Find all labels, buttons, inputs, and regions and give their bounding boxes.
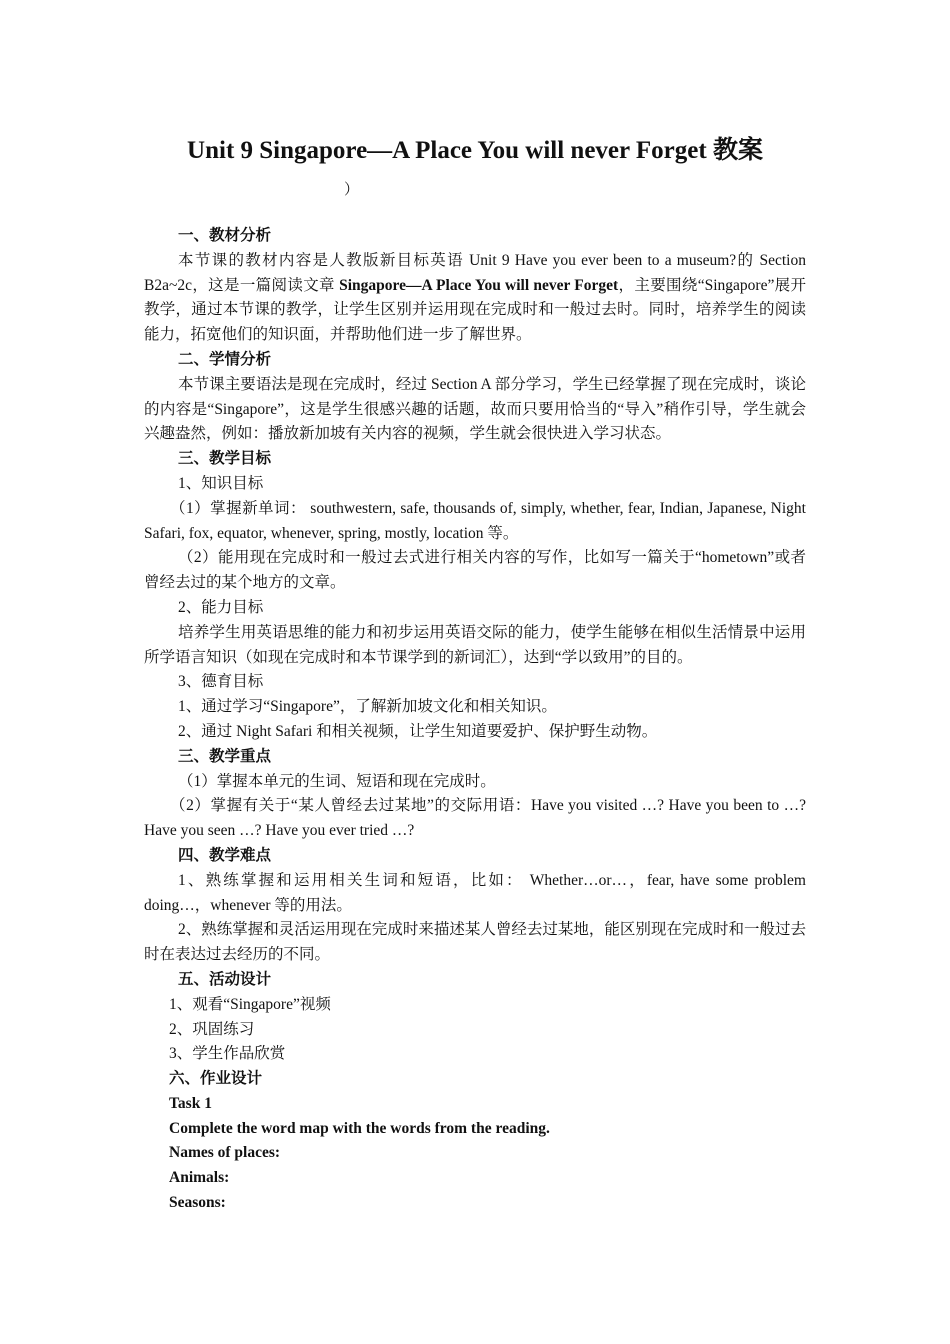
task-label: Task 1 (169, 1094, 212, 1112)
document-body (144, 224, 806, 1216)
moral-goal-title: 3、德育目标 (178, 673, 264, 691)
knowledge-goal-title: 1、知识目标 (178, 474, 264, 492)
title-parenthesis: ） (344, 182, 360, 198)
paragraph-text: 本节课的教材内容是人教版新目标英语 Unit 9 Have you ever been to a museum?的 Section B2a~2c，这是一篇阅读文章 (144, 251, 806, 294)
difficulty-2: 2、熟练掌握和灵活运用现在完成时来描述某人曾经去过某地，能区别现在完成时和一般过去时在表达过去经历的不同。 (144, 921, 806, 964)
activity-item: 3、学生作品欣赏 (169, 1045, 286, 1063)
activity-item: 2、巩固练习 (169, 1020, 255, 1038)
task-instruction: Complete the word map with the words from the reading. (169, 1119, 550, 1137)
section-heading-key-points: 三、教学重点 (178, 747, 272, 765)
student-analysis-paragraph: 本节课主要语法是现在完成时，经过 Section A 部分学习，学生已经掌握了现在完成时，谈论的内容是“Singapore”，这是学生很感兴趣的话题，故而只要用恰当的“导入”稍作引导，学生就会兴趣盎然，例如：播放新加坡有关内容的视频，学生就会很快进入学习状态。 (144, 375, 806, 443)
paragraph-text: ，主要围绕“Singapore”展开教学，通过本节课的教学，让学生区别并运用现在完成时和一般过去时。同时，培养学生的阅读能力，拓宽他们的知识面，并帮助他们进一步了解世界。 (144, 276, 807, 344)
ability-goal-paragraph: 培养学生用英语思维的能力和初步运用英语交际的能力，使学生能够在相似生活情景中运用所学语言知识（如现在完成时和本节课学到的新词汇），达到“学以致用”的目的。 (144, 623, 806, 666)
section-heading-student-analysis: 二、学情分析 (178, 350, 272, 368)
difficulty-1: 1、熟练掌握和运用相关生词和短语，比如： Whether…or…，fear, have some problem doing…，whenever 等的用法。 (144, 871, 806, 914)
word-map-field-animals: Animals: (169, 1169, 230, 1187)
knowledge-goal-1: （1）掌握新单词： southwestern, safe, thousands of, simply, whether, fear, Indian, Japanese, Night Safari, fox, equator, whenever, spring, mostly, location 等。 (144, 499, 806, 542)
moral-goal-1: 1、通过学习“Singapore”，了解新加坡文化和相关知识。 (178, 698, 557, 716)
textbook-analysis-paragraph (144, 249, 806, 348)
activity-item: 1、观看“Singapore”视频 (169, 995, 331, 1013)
key-point-1: （1）掌握本单元的生词、短语和现在完成时。 (178, 772, 496, 790)
section-heading-activities: 五、活动设计 (178, 970, 272, 988)
key-point-2: （2）掌握有关于“某人曾经去过某地”的交际用语：Have you visited …? Have you been to …? Have you seen …? Have you ever tried …? (144, 797, 806, 840)
section-heading-difficulties: 四、教学难点 (178, 846, 272, 864)
section-heading-teaching-goals: 三、教学目标 (178, 450, 272, 468)
document-title: Unit 9 Singapore—A Place You will never Forget 教案 (187, 137, 763, 164)
word-map-field-places: Names of places: (169, 1144, 281, 1162)
knowledge-goal-2: （2）能用现在完成时和一般过去式进行相关内容的写作，比如写一篇关于“hometown”或者曾经去过的某个地方的文章。 (144, 549, 806, 592)
article-title-bold: Singapore—A Place You will never Forget (339, 276, 619, 294)
section-heading-homework: 六、作业设计 (169, 1070, 263, 1088)
moral-goal-2: 2、通过 Night Safari 和相关视频，让学生知道要爱护、保护野生动物。 (178, 722, 658, 740)
ability-goal-title: 2、能力目标 (178, 598, 264, 616)
word-map-field-seasons: Seasons: (169, 1194, 226, 1212)
section-heading-textbook-analysis: 一、教材分析 (178, 227, 272, 244)
